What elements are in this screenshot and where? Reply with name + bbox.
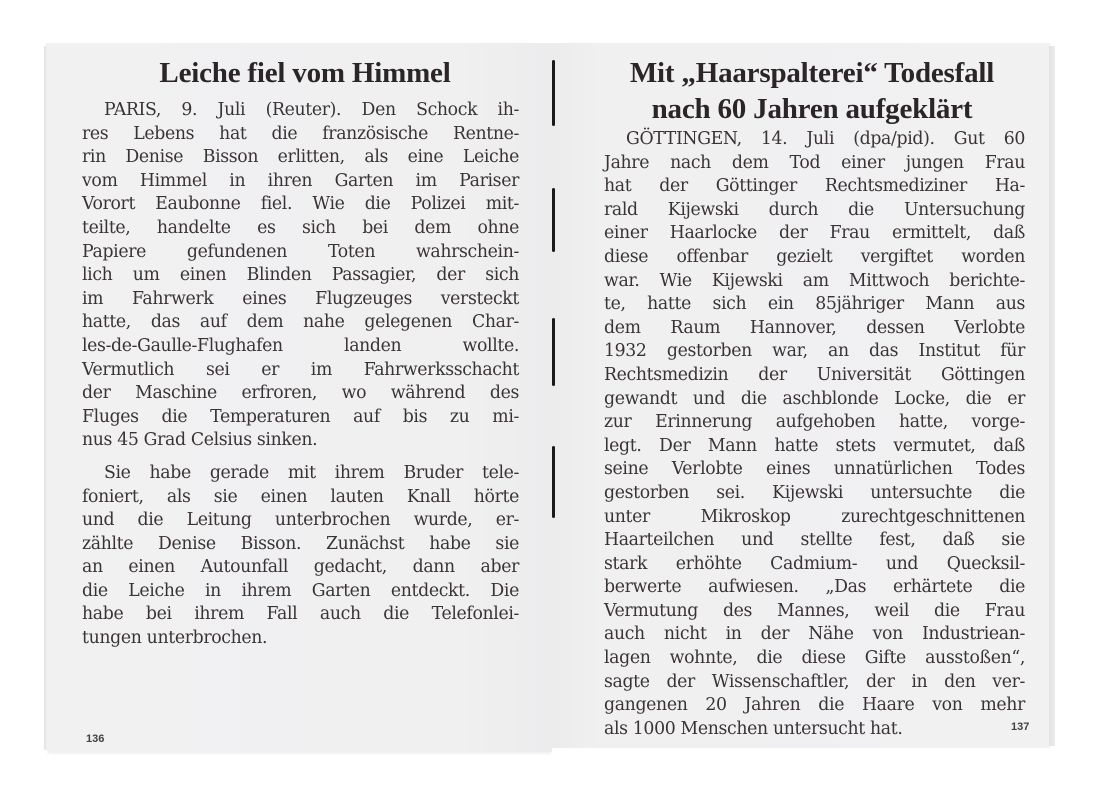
text-line: les-de-Gaulle-Flughafen landen wollte. — [82, 335, 519, 356]
text-line: zur Erinnerung aufgehoben hatte, vorge- — [604, 412, 1025, 433]
left-article-headline: Leiche fiel vom Himmel — [159, 57, 451, 89]
text-line: berwerte aufwiesen. „Das erhärtete die — [604, 577, 1025, 598]
text-line: die Leiche in ihrem Garten entdeckt. Die — [82, 580, 519, 601]
text-line: an einen Autounfall gedacht, dann aber — [82, 557, 519, 578]
text-line: Fluges die Temperaturen auf bis zu mi- — [82, 406, 519, 427]
text-line: vom Himmel in ihren Garten im Pariser — [82, 170, 519, 191]
spine-staple-mark — [552, 188, 555, 252]
spine-staple-mark — [552, 318, 555, 386]
text-line: war. Wie Kijewski am Mittwoch berichte- — [604, 270, 1025, 291]
text-line: rald Kijewski durch die Untersuchung — [604, 199, 1025, 220]
text-line: te, hatte sich ein 85jähriger Mann aus — [604, 294, 1025, 315]
text-line: dem Raum Hannover, dessen Verlobte — [604, 317, 1025, 338]
text-line: GÖTTINGEN, 14. Juli (dpa/pid). Gut 60 — [626, 129, 1025, 149]
spine-staple-mark — [552, 60, 555, 126]
text-line: lich um einen Blinden Passagier, der sich — [82, 265, 519, 286]
text-line: gangenen 20 Jahren die Haare von mehr — [604, 695, 1025, 716]
text-line: im Fahrwerk eines Flugzeuges versteckt — [82, 288, 519, 309]
text-line: auch nicht in der Nähe von Industriean- — [604, 624, 1025, 645]
text-line: Rechtsmedizin der Universität Göttingen — [604, 364, 1025, 385]
text-line: hat der Göttinger Rechtsmediziner Ha- — [604, 176, 1025, 197]
text-line: sagte der Wissenschaftler, der in den ver- — [604, 671, 1025, 692]
text-line: tungen unterbrochen. — [82, 628, 268, 649]
spine-staple-mark — [552, 446, 555, 518]
text-line: Haarteilchen und stellte fest, daß sie — [604, 530, 1025, 551]
text-line: Papiere gefundenen Toten wahrschein- — [82, 241, 519, 262]
text-line: hatte, das auf dem nahe gelegenen Char- — [82, 312, 519, 333]
text-line: als 1000 Menschen untersucht hat. — [604, 718, 903, 739]
text-line: zählte Denise Bisson. Zunächst habe sie — [82, 533, 519, 554]
text-line: habe bei ihrem Fall auch die Telefonlei- — [82, 604, 519, 625]
text-line: Vorort Eaubonne fiel. Wie die Polizei mit- — [82, 194, 519, 215]
text-line: lagen wohnte, die diese Gifte ausstoßen“, — [604, 648, 1025, 669]
text-line: gewandt und die aschblonde Locke, die er — [604, 388, 1025, 409]
text-line: Vermutlich sei er im Fahrwerksschacht — [82, 359, 519, 380]
headline-line: nach 60 Jahren aufgeklärt — [651, 93, 973, 125]
right-article-body — [604, 128, 1025, 741]
text-line: 1932 gestorben war, an das Institut für — [604, 341, 1025, 362]
text-line: gestorben sei. Kijewski untersuchte die — [604, 482, 1025, 503]
right-article-headline — [582, 55, 1042, 127]
text-line: und die Leitung unterbrochen wurde, er- — [82, 510, 519, 531]
text-line: PARIS, 9. Juli (Reuter). Den Schock ih- — [104, 100, 519, 120]
text-line: diese offenbar gezielt vergiftet worden — [604, 246, 1025, 267]
text-line: nus 45 Grad Celsius sinken. — [82, 430, 318, 451]
text-line: foniert, als sie einen lauten Knall hörte — [82, 486, 519, 507]
text-line: Sie habe gerade mit ihrem Bruder tele- — [104, 462, 519, 483]
text-line: seine Verlobte eines unnatürlichen Todes — [604, 459, 1025, 480]
left-article-body — [82, 99, 519, 651]
text-line: rin Denise Bisson erlitten, als eine Leiche — [82, 147, 519, 168]
text-line: der Maschine erfroren, wo während des — [82, 383, 519, 404]
text-line: teilte, handelte es sich bei dem ohne — [82, 217, 519, 238]
right-page-edge — [1049, 46, 1055, 746]
page-number-left: 136 — [86, 733, 105, 745]
text-line: stark erhöhte Cadmium- und Quecksil- — [604, 553, 1025, 574]
text-line: legt. Der Mann hatte stets vermutet, daß — [604, 435, 1025, 456]
text-line: res Lebens hat die französische Rentne- — [82, 123, 519, 144]
page-number-right: 137 — [1011, 721, 1030, 733]
text-line: Jahre nach dem Tod einer jungen Frau — [604, 152, 1025, 173]
text-line: einer Haarlocke der Frau ermittelt, daß — [604, 223, 1025, 244]
text-line: Vermutung des Mannes, weil die Frau — [604, 600, 1025, 621]
headline-line: Mit „Haarspalterei“ Todesfall — [629, 57, 995, 89]
text-line: unter Mikroskop zurechtgeschnittenen — [604, 506, 1025, 527]
